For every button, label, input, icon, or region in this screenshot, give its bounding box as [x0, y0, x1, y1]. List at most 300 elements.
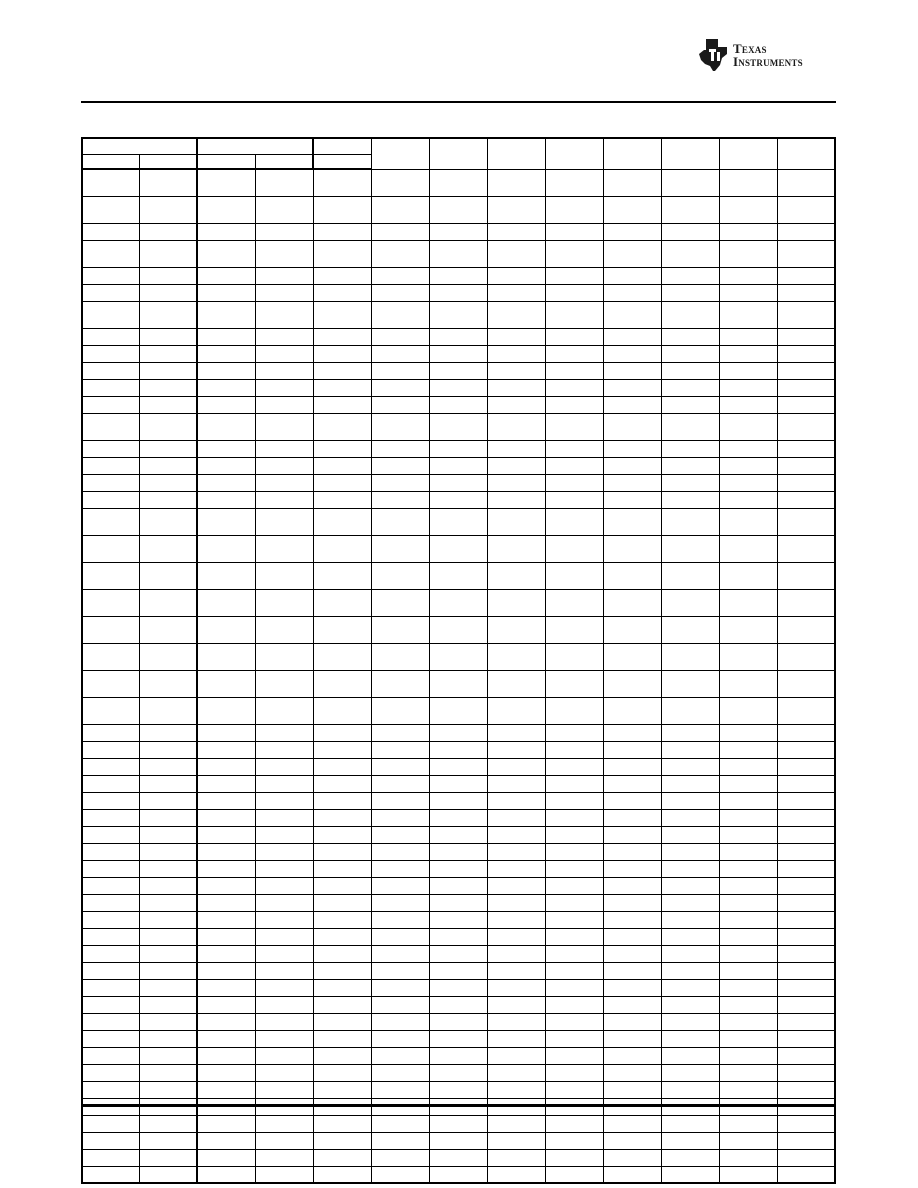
table-cell [661, 413, 719, 440]
table-cell [429, 1115, 487, 1132]
table-cell [487, 169, 545, 196]
table-cell [603, 267, 661, 284]
table-cell [661, 724, 719, 741]
table-cell [719, 440, 777, 457]
table-cell [429, 457, 487, 474]
table-cell [603, 413, 661, 440]
table-cell [719, 457, 777, 474]
table-cell [82, 413, 139, 440]
table-cell [603, 562, 661, 589]
table-cell [371, 775, 429, 792]
table-cell [313, 928, 371, 945]
table-cell [719, 1030, 777, 1047]
table-cell [603, 345, 661, 362]
table-cell [777, 196, 835, 223]
table-cell [313, 1149, 371, 1166]
table-cell [661, 928, 719, 945]
table-cell [82, 396, 139, 413]
table-cell [82, 457, 139, 474]
table-cell [371, 643, 429, 670]
table-cell [255, 1115, 313, 1132]
table-cell [429, 860, 487, 877]
table-cell [661, 1115, 719, 1132]
table-cell [371, 928, 429, 945]
table-cell [487, 962, 545, 979]
table-cell [661, 809, 719, 826]
table-row [82, 267, 835, 284]
table-cell [661, 758, 719, 775]
table-cell [719, 284, 777, 301]
table-cell [139, 240, 197, 267]
table-cell [313, 911, 371, 928]
table-cell [139, 1064, 197, 1081]
table-cell [82, 196, 139, 223]
table-cell [371, 1149, 429, 1166]
table-cell [255, 1166, 313, 1183]
table-cell [255, 775, 313, 792]
table-cell [255, 396, 313, 413]
table-cell [487, 223, 545, 240]
table-cell [313, 240, 371, 267]
table-cell [719, 911, 777, 928]
table-cell [371, 589, 429, 616]
table-cell [487, 1047, 545, 1064]
table-cell [139, 809, 197, 826]
table-cell [719, 562, 777, 589]
table-cell [487, 616, 545, 643]
table-cell [545, 1047, 603, 1064]
table-cell [777, 670, 835, 697]
table-cell [603, 457, 661, 474]
table-cell [82, 589, 139, 616]
table-cell [777, 223, 835, 240]
table-cell [545, 616, 603, 643]
table-cell [661, 240, 719, 267]
table-cell [661, 301, 719, 328]
table-cell [197, 945, 255, 962]
table-cell [429, 792, 487, 809]
header-subcell [139, 154, 197, 169]
table-cell [777, 240, 835, 267]
table-cell [371, 328, 429, 345]
table-cell [371, 169, 429, 196]
table-cell [255, 792, 313, 809]
table-cell [139, 284, 197, 301]
table-row [82, 413, 835, 440]
table-cell [82, 1132, 139, 1149]
table-cell [313, 345, 371, 362]
table-cell [82, 945, 139, 962]
table-cell [487, 758, 545, 775]
table-cell [545, 1149, 603, 1166]
header-cell [487, 138, 545, 169]
table-cell [429, 223, 487, 240]
table-cell [197, 962, 255, 979]
table-cell [719, 379, 777, 396]
table-cell [487, 345, 545, 362]
table-cell [139, 962, 197, 979]
table-cell [197, 362, 255, 379]
table-cell [371, 945, 429, 962]
table-cell [197, 223, 255, 240]
table-cell [371, 440, 429, 457]
table-cell [777, 267, 835, 284]
table-row [82, 328, 835, 345]
table-cell [487, 535, 545, 562]
table-cell [255, 826, 313, 843]
table-cell [313, 962, 371, 979]
table-cell [719, 996, 777, 1013]
table-cell [603, 809, 661, 826]
table-cell [545, 562, 603, 589]
table-cell [603, 240, 661, 267]
table-cell [429, 945, 487, 962]
table-cell [371, 396, 429, 413]
table-cell [603, 741, 661, 758]
table-cell [719, 843, 777, 860]
table-cell [429, 1047, 487, 1064]
table-cell [487, 589, 545, 616]
table-cell [197, 535, 255, 562]
table-cell [139, 1115, 197, 1132]
table-row [82, 474, 835, 491]
table-cell [661, 267, 719, 284]
table-cell [313, 1132, 371, 1149]
table-cell [139, 643, 197, 670]
table-cell [487, 267, 545, 284]
table-cell [429, 758, 487, 775]
table-cell [777, 491, 835, 508]
table-cell [661, 328, 719, 345]
table-cell [429, 491, 487, 508]
table-cell [197, 697, 255, 724]
table-cell [255, 697, 313, 724]
table-cell [777, 362, 835, 379]
table-cell [139, 1081, 197, 1098]
table-cell [255, 508, 313, 535]
table-cell [487, 491, 545, 508]
table-row [82, 979, 835, 996]
table-row [82, 724, 835, 741]
table-cell [603, 440, 661, 457]
table-cell [429, 267, 487, 284]
table-cell [197, 894, 255, 911]
table-cell [255, 223, 313, 240]
table-cell [82, 979, 139, 996]
table-cell [197, 413, 255, 440]
table-cell [313, 741, 371, 758]
table-cell [545, 379, 603, 396]
table-cell [661, 792, 719, 809]
table-cell [719, 877, 777, 894]
table-cell [82, 440, 139, 457]
table-cell [139, 379, 197, 396]
table-cell [545, 396, 603, 413]
table-cell [777, 758, 835, 775]
table-cell [777, 911, 835, 928]
table-cell [255, 169, 313, 196]
table-row [82, 928, 835, 945]
table-row [82, 301, 835, 328]
header-subcell [197, 154, 255, 169]
ti-logo-icon [697, 38, 729, 72]
table-cell [82, 1013, 139, 1030]
table-cell [197, 1081, 255, 1098]
table-cell [603, 1047, 661, 1064]
table-cell [82, 962, 139, 979]
table-cell [487, 670, 545, 697]
table-cell [197, 843, 255, 860]
table-row [82, 843, 835, 860]
table-cell [255, 440, 313, 457]
table-cell [197, 616, 255, 643]
table-cell [82, 267, 139, 284]
table-cell [313, 301, 371, 328]
table-cell [255, 379, 313, 396]
table-cell [661, 562, 719, 589]
table-row [82, 809, 835, 826]
table-cell [603, 860, 661, 877]
table-cell [719, 1064, 777, 1081]
table-cell [429, 440, 487, 457]
table-cell [429, 1166, 487, 1183]
table-cell [255, 328, 313, 345]
table-cell [371, 724, 429, 741]
table-cell [661, 362, 719, 379]
table-cell [545, 240, 603, 267]
table-cell [661, 1047, 719, 1064]
table-cell [603, 616, 661, 643]
table-cell [719, 792, 777, 809]
table-row [82, 894, 835, 911]
table-cell [719, 616, 777, 643]
table-row [82, 860, 835, 877]
table-cell [139, 996, 197, 1013]
table-cell [82, 911, 139, 928]
table-cell [429, 809, 487, 826]
table-cell [777, 979, 835, 996]
table-cell [197, 1064, 255, 1081]
table-cell [429, 328, 487, 345]
table-cell [255, 670, 313, 697]
table-cell [777, 775, 835, 792]
table-cell [429, 894, 487, 911]
table-cell [545, 535, 603, 562]
table-cell [371, 1081, 429, 1098]
table-cell [197, 741, 255, 758]
table-cell [371, 1030, 429, 1047]
table-cell [603, 945, 661, 962]
table-cell [82, 877, 139, 894]
table-cell [545, 996, 603, 1013]
table-cell [197, 860, 255, 877]
table-cell [603, 894, 661, 911]
table-cell [429, 1081, 487, 1098]
table-cell [603, 697, 661, 724]
table-row [82, 616, 835, 643]
table-cell [777, 877, 835, 894]
table-cell [371, 979, 429, 996]
header-subcell [313, 154, 371, 169]
table-cell [429, 1132, 487, 1149]
table-cell [197, 240, 255, 267]
table-cell [82, 860, 139, 877]
table-cell [487, 1081, 545, 1098]
table-cell [139, 826, 197, 843]
table-cell [313, 413, 371, 440]
table-cell [197, 911, 255, 928]
table-cell [197, 396, 255, 413]
table-cell [139, 1149, 197, 1166]
table-cell [545, 362, 603, 379]
table-cell [139, 396, 197, 413]
table-cell [255, 894, 313, 911]
table-cell [487, 724, 545, 741]
table-cell [197, 1030, 255, 1047]
table-cell [197, 792, 255, 809]
table-cell [313, 860, 371, 877]
table-cell [777, 860, 835, 877]
table-cell [255, 860, 313, 877]
table-cell [82, 843, 139, 860]
table-cell [197, 724, 255, 741]
table-cell [661, 379, 719, 396]
table-cell [313, 328, 371, 345]
table-cell [719, 223, 777, 240]
table-cell [197, 775, 255, 792]
table-cell [661, 1132, 719, 1149]
table-cell [661, 1030, 719, 1047]
table-cell [603, 362, 661, 379]
table-cell [82, 1064, 139, 1081]
table-cell [661, 474, 719, 491]
table-cell [82, 301, 139, 328]
brand-wordmark [733, 42, 803, 68]
table-cell [487, 474, 545, 491]
table-cell [255, 758, 313, 775]
table-row [82, 996, 835, 1013]
table-cell [777, 697, 835, 724]
table-row [82, 223, 835, 240]
table-cell [719, 240, 777, 267]
table-cell [139, 474, 197, 491]
table-cell [777, 1081, 835, 1098]
table-cell [139, 670, 197, 697]
table-cell [719, 1081, 777, 1098]
table-cell [139, 911, 197, 928]
table-cell [603, 911, 661, 928]
table-cell [545, 741, 603, 758]
table-cell [661, 616, 719, 643]
table-cell [371, 491, 429, 508]
table-cell [487, 240, 545, 267]
table-cell [429, 589, 487, 616]
table-cell [197, 267, 255, 284]
table-cell [777, 301, 835, 328]
table-row [82, 1166, 835, 1183]
table-cell [82, 223, 139, 240]
table-cell [255, 616, 313, 643]
table-cell [719, 196, 777, 223]
table-row [82, 962, 835, 979]
table-cell [197, 1132, 255, 1149]
table-cell [255, 491, 313, 508]
table-cell [545, 911, 603, 928]
table-cell [487, 792, 545, 809]
table-cell [371, 267, 429, 284]
brand-line-1: Texas [733, 41, 767, 56]
table-cell [429, 724, 487, 741]
table-cell [429, 962, 487, 979]
table-cell [255, 457, 313, 474]
table-cell [139, 1132, 197, 1149]
table-cell [139, 945, 197, 962]
table-cell [661, 843, 719, 860]
table-cell [139, 301, 197, 328]
table-cell [429, 616, 487, 643]
table-cell [777, 562, 835, 589]
table-cell [429, 670, 487, 697]
table-cell [777, 379, 835, 396]
table-cell [139, 741, 197, 758]
table-cell [777, 1149, 835, 1166]
table-cell [603, 301, 661, 328]
table-cell [139, 792, 197, 809]
table-cell [371, 616, 429, 643]
table-cell [313, 826, 371, 843]
table-cell [487, 396, 545, 413]
table-cell [197, 196, 255, 223]
table-cell [719, 697, 777, 724]
table-cell [197, 474, 255, 491]
table-cell [603, 223, 661, 240]
table-cell [603, 1030, 661, 1047]
table-cell [545, 589, 603, 616]
table-cell [255, 809, 313, 826]
table-cell [719, 1115, 777, 1132]
table-cell [82, 491, 139, 508]
table-cell [545, 670, 603, 697]
header-group-cell [82, 138, 197, 154]
table-row [82, 775, 835, 792]
table-cell [313, 809, 371, 826]
table-cell [82, 328, 139, 345]
table-cell [313, 1030, 371, 1047]
brand-line-2: Instruments [733, 54, 803, 69]
table-cell [255, 724, 313, 741]
table-cell [719, 267, 777, 284]
table-cell [487, 996, 545, 1013]
table-cell [487, 328, 545, 345]
table-cell [487, 1132, 545, 1149]
table-cell [371, 1115, 429, 1132]
table-cell [371, 413, 429, 440]
table-row [82, 911, 835, 928]
table-cell [661, 508, 719, 535]
table-cell [777, 894, 835, 911]
table-cell [82, 1166, 139, 1183]
table-cell [371, 996, 429, 1013]
table-cell [139, 697, 197, 724]
table-cell [82, 1115, 139, 1132]
table-cell [545, 792, 603, 809]
table-cell [661, 535, 719, 562]
table-cell [545, 962, 603, 979]
table-cell [545, 979, 603, 996]
table-cell [429, 474, 487, 491]
table-cell [82, 362, 139, 379]
table-cell [545, 267, 603, 284]
